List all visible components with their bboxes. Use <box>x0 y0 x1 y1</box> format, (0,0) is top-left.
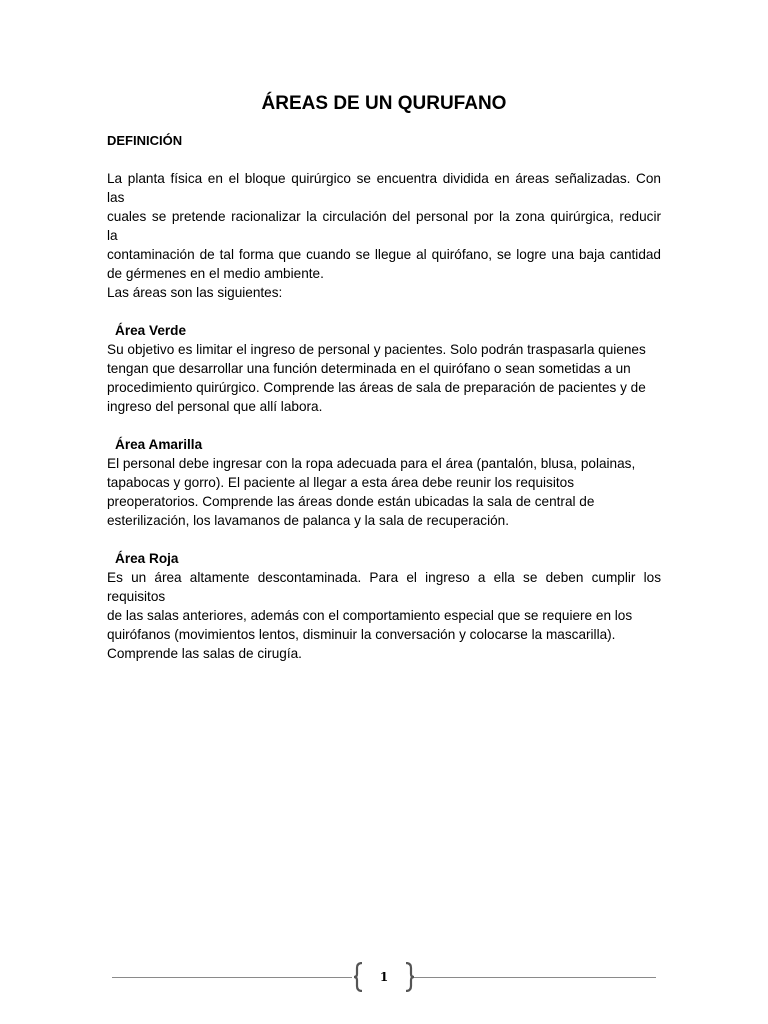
definition-heading: DEFINICIÓN <box>107 133 183 148</box>
section-heading-area-roja: Área Roja <box>115 551 179 566</box>
section-line: tapabocas y gorro). El paciente al llegar a esta área debe reunir los requisitos <box>107 475 574 490</box>
page-number: 1 <box>379 970 389 984</box>
section-line: tengan que desarrollar una función determinada en el quirófano o sean sometidas a un <box>107 361 631 376</box>
section-line: quirófanos (movimientos lentos, disminuir la conversación y colocarse la mascarilla). <box>107 627 616 642</box>
section-line: preoperatorios. Comprende las áreas donde están ubicadas la sala de central de <box>107 494 595 509</box>
section-heading-area-verde: Área Verde <box>115 323 187 338</box>
intro-line: la <box>107 228 118 243</box>
right-brace-icon <box>402 962 416 992</box>
paragraph-spacer <box>107 530 661 549</box>
intro-line: contaminación de tal forma que cuando se llegue al quirófano, se logre una baja cantidad <box>107 247 661 262</box>
section-line: Comprende las salas de cirugía. <box>107 646 302 661</box>
paragraph-spacer <box>107 416 661 435</box>
section-line: de las salas anteriores, además con el comportamiento especial que se requiere en los <box>107 608 633 623</box>
footer-rule-right <box>412 977 656 978</box>
paragraph-spacer <box>107 150 661 169</box>
intro-line: La planta física en el bloque quirúrgico se encuentra dividida en áreas señalizadas. Con <box>107 171 661 186</box>
footer-rule-left <box>112 977 352 978</box>
paragraph-spacer <box>107 302 661 321</box>
intro-line: Las áreas son las siguientes: <box>107 285 283 300</box>
left-brace-icon <box>352 962 366 992</box>
intro-line: cuales se pretende racionalizar la circulación del personal por la zona quirúrgica, reducir <box>107 209 661 224</box>
section-line: procedimiento quirúrgico. Comprende las áreas de sala de preparación de pacientes y de <box>107 380 646 395</box>
page-title: ÁREAS DE UN QURUFANO <box>261 93 507 114</box>
intro-line: de gérmenes en el medio ambiente. <box>107 266 324 281</box>
section-line: Su objetivo es limitar el ingreso de personal y pacientes. Solo podrán traspasarla quienes <box>107 342 646 357</box>
section-line: Es un área altamente descontaminada. Para el ingreso a ella se deben cumplir los <box>107 570 661 585</box>
intro-line: las <box>107 190 125 205</box>
section-heading-area-amarilla: Área Amarilla <box>115 437 203 452</box>
section-line: esterilización, los lavamanos de palanca y la sala de recuperación. <box>107 513 509 528</box>
section-line: requisitos <box>107 589 166 604</box>
section-line: ingreso del personal que allí labora. <box>107 399 323 414</box>
section-line: El personal debe ingresar con la ropa adecuada para el área (pantalón, blusa, polainas, <box>107 456 636 471</box>
document-body <box>107 131 661 663</box>
